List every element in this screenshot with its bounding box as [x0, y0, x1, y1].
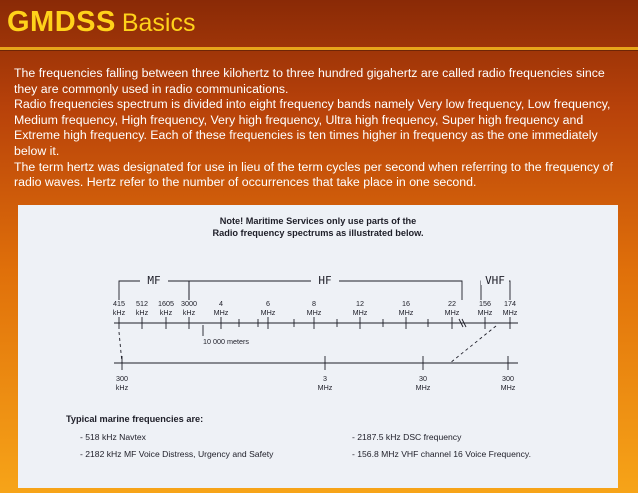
- bottom-scale-unit: kHz: [115, 383, 129, 392]
- top-scale-value: 156: [479, 299, 491, 308]
- top-scale-value: 8: [312, 299, 316, 308]
- band-label-hf: HF: [318, 274, 332, 287]
- top-scale-value: 16: [402, 299, 410, 308]
- top-scale-value: 1605: [158, 299, 174, 308]
- top-scale-unit: kHz: [112, 308, 126, 317]
- connector-right: [450, 326, 496, 363]
- top-scale-value: 4: [219, 299, 223, 308]
- bottom-scale-value: 300: [502, 374, 514, 383]
- top-scale-value: 22: [448, 299, 456, 308]
- band-label-vhf: VHF: [485, 274, 505, 287]
- bottom-scale-value: 3: [323, 374, 327, 383]
- slide-title-bold: GMDSS: [7, 6, 116, 38]
- top-scale-unit: MHz: [477, 308, 493, 317]
- top-scale-value: 3000: [181, 299, 197, 308]
- bottom-scale-unit: MHz: [317, 383, 333, 392]
- spectrum-figure: [18, 205, 618, 488]
- slide-title-regular: Basics: [121, 9, 196, 37]
- top-scale-unit: MHz: [306, 308, 322, 317]
- top-scale-value: 415: [113, 299, 125, 308]
- top-scale-value: 6: [266, 299, 270, 308]
- paragraph-definition: The frequencies falling between three kilohertz to three hundred gigahertz are called radio frequencies since they are commonly used in radio communications.: [14, 66, 605, 96]
- figure-note-line2: Radio frequency spectrums as illustrated below.: [212, 227, 424, 238]
- frequency-item-mf-distress: - 2182 kHz MF Voice Distress, Urgency and Safety: [80, 449, 274, 459]
- top-scale-unit: kHz: [182, 308, 196, 317]
- top-scale-unit: MHz: [260, 308, 276, 317]
- frequency-item-navtex: - 518 kHz Navtex: [80, 432, 146, 442]
- top-scale-unit: MHz: [352, 308, 368, 317]
- paragraph-bands: Radio frequencies spectrum is divided into eight frequency bands namely Very low frequency, Low frequency, Medium frequency, High frequency, Very high frequency, Ultra high frequency, Super high frequency and Extreme high frequency. Each of these frequencies is ten times higher in frequency as the one immediately below it.: [14, 97, 611, 158]
- top-scale-unit: MHz: [398, 308, 414, 317]
- spectrum-diagram: [18, 205, 618, 488]
- bottom-scale-value: 30: [419, 374, 427, 383]
- top-scale-unit: MHz: [213, 308, 229, 317]
- typical-frequencies-title: Typical marine frequencies are:: [66, 414, 204, 424]
- top-scale-value: 174: [504, 299, 516, 308]
- top-scale-unit: MHz: [444, 308, 460, 317]
- top-scale-unit: kHz: [135, 308, 149, 317]
- top-scale-unit: MHz: [502, 308, 518, 317]
- top-scale-unit: kHz: [159, 308, 173, 317]
- paragraph-hertz: The term hertz was designated for use in lieu of the term cycles per second when referring to the frequency of radio waves. Hertz refer to the number of occurrences that take place in one second.: [14, 159, 613, 190]
- slide-body: [14, 66, 630, 191]
- frequency-item-dsc: - 2187.5 kHz DSC frequency: [352, 432, 462, 442]
- slide-title: [7, 6, 195, 39]
- band-label-mf: MF: [147, 274, 161, 287]
- bottom-scale-unit: MHz: [415, 383, 431, 392]
- top-scale-value: 12: [356, 299, 364, 308]
- frequency-item-vhf-ch16: - 156.8 MHz VHF channel 16 Voice Frequency.: [352, 449, 531, 459]
- bottom-scale-unit: MHz: [500, 383, 516, 392]
- wavelength-label: 10 000 meters: [203, 337, 249, 346]
- figure-note-line1: Note! Maritime Services only use parts of the: [219, 216, 417, 226]
- top-scale-value: 512: [136, 299, 148, 308]
- title-divider: [0, 47, 638, 50]
- bottom-scale-value: 300: [116, 374, 128, 383]
